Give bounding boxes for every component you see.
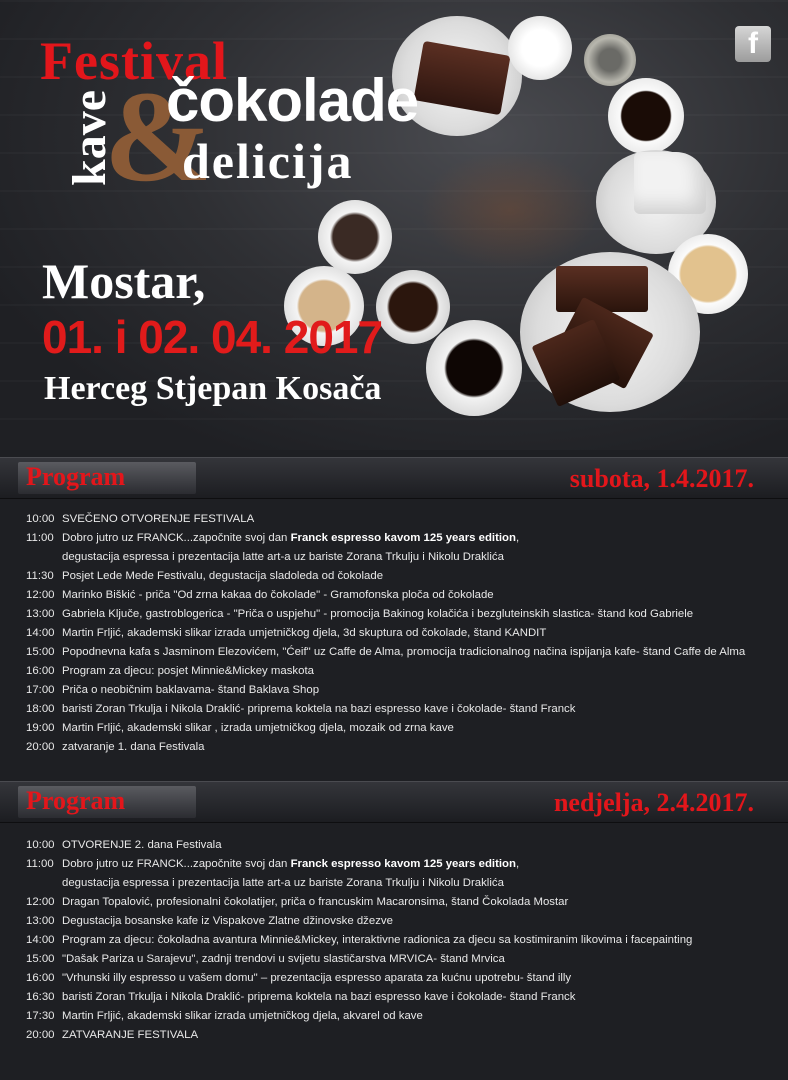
schedule-row: [0, 700, 788, 719]
day2-header: [0, 781, 788, 823]
schedule-text-main: Dobro jutro uz FRANCK...započnite svoj dan: [62, 532, 291, 544]
schedule-text-main: Marinko Biškić - priča "Od zrna kakaa do čokolade" - Gramofonska ploča od čokolade: [62, 589, 494, 601]
schedule-text: [62, 855, 519, 874]
espresso-cup-center: [426, 320, 522, 416]
schedule-text: [62, 988, 575, 1007]
schedule-text: [62, 662, 314, 681]
day1-header: [0, 457, 788, 499]
schedule-text-main: baristi Zoran Trkulja i Nikola Draklić- priprema koktela na bazi espresso kave i čokolade- štand Franck: [62, 991, 576, 1003]
cocoa-dust: [420, 150, 600, 270]
metal-cup: [584, 34, 636, 86]
logo-ampersand: &: [104, 65, 213, 209]
schedule-time: 19:00: [26, 722, 55, 734]
schedule-text: [62, 700, 575, 719]
schedule-row: [0, 912, 788, 931]
schedule-text: [62, 643, 745, 662]
schedule-text-main: Dragan Topalović, profesionalni čokolatijer, priča o francuskim Macaronsima, štand Čokolada Mostar: [62, 896, 569, 908]
schedule-text: [62, 874, 504, 893]
schedule-row: [0, 738, 788, 757]
schedule-text-suffix: ,: [515, 858, 520, 870]
schedule-row: [0, 605, 788, 624]
schedule-text-main: SVEČENO OTVORENJE FESTIVALA: [62, 513, 255, 525]
schedule-text: [62, 586, 494, 605]
day1-label: Program: [26, 462, 126, 491]
day2-schedule: [0, 836, 788, 1045]
logo-kave: kave: [63, 90, 116, 186]
schedule-time: 18:00: [26, 703, 55, 715]
event-dates: 01. i 02. 04. 2017: [42, 311, 383, 363]
schedule-text-main: ZATVARANJE FESTIVALA: [62, 1029, 199, 1041]
schedule-time: 11:30: [26, 570, 54, 582]
schedule-time: 14:00: [26, 627, 55, 639]
schedule-text-main: Priča o neobičnim baklavama- štand Baklava Shop: [62, 684, 320, 696]
espresso-cup-right: [608, 78, 684, 154]
schedule-time: 17:30: [26, 1010, 55, 1022]
schedule-time: 20:00: [26, 1029, 55, 1041]
schedule-time: 16:30: [26, 991, 55, 1003]
schedule-text-main: OTVORENJE 2. dana Festivala: [62, 839, 222, 851]
schedule-row: [0, 855, 788, 874]
cocoa-cup: [318, 200, 392, 274]
schedule-row: [0, 950, 788, 969]
schedule-row: [0, 893, 788, 912]
white-cup: [508, 16, 572, 80]
schedule-row: [0, 874, 788, 893]
schedule-text: [62, 950, 505, 969]
schedule-text: [62, 836, 222, 855]
schedule-text-main: "Dašak Pariza u Sarajevu", zadnji trendovi u svijetu slastičarstva MRVICA- štand Mrvica: [62, 953, 505, 965]
schedule-text: [62, 969, 571, 988]
schedule-text-bold: Franck espresso kavom 125 years edition: [290, 532, 516, 544]
schedule-row: [0, 1026, 788, 1045]
schedule-text-main: Program za djecu: posjet Minnie&Mickey maskota: [62, 665, 314, 677]
schedule-row: [0, 529, 788, 548]
schedule-row: [0, 988, 788, 1007]
schedule-time: 13:00: [26, 608, 55, 620]
schedule-row: [0, 931, 788, 950]
schedule-row: [0, 1007, 788, 1026]
schedule-text-main: Dobro jutro uz FRANCK...započnite svoj dan: [62, 858, 291, 870]
schedule-text-main: Gabriela Ključe, gastroblogerica - "Priča o uspjehu" - promocija Bakinog kolačića i bezgluteinskih slastica- štand kod Gabriele: [62, 608, 694, 620]
schedule-row: [0, 969, 788, 988]
schedule-text: [62, 681, 319, 700]
schedule-text-main: zatvaranje 1. dana Festivala: [62, 741, 205, 753]
schedule-time: 13:00: [26, 915, 55, 927]
schedule-time: 15:00: [26, 953, 55, 965]
logo-cokolade: čokolade: [166, 67, 419, 134]
schedule-text-main: Degustacija bosanske kafe iz Vispakove Zlatne džinovske džezve: [62, 915, 393, 927]
schedule-time: 20:00: [26, 741, 55, 753]
logo-festival: Festival: [40, 31, 228, 91]
schedule-text-bold: Franck espresso kavom 125 years edition: [290, 858, 516, 870]
schedule-row: [0, 681, 788, 700]
logo-delicija: delicija: [182, 133, 354, 189]
schedule-time: 10:00: [26, 839, 55, 851]
schedule-text: [62, 931, 692, 950]
schedule-time: 14:00: [26, 934, 55, 946]
schedule-text-main: degustacija espressa i prezentacija latte art-a uz bariste Zorana Trkulju i Nikolu Draklića: [62, 551, 504, 563]
day1-schedule: [0, 510, 788, 757]
schedule-text-main: Martin Frljić, akademski slikar , izrada umjetničkog djela, mozaik od zrna kave: [62, 722, 454, 734]
schedule-time: 12:00: [26, 896, 55, 908]
schedule-text-suffix: ,: [515, 532, 520, 544]
schedule-text-main: Popodnevna kafa s Jasminom Elezovićem, "Ćeif" uz Caffe de Alma, promocija tradicionalnog načina ispijanja kafe- štand Caffe de Alma: [62, 646, 746, 658]
schedule-time: 16:00: [26, 972, 55, 984]
cupcake: [634, 152, 706, 214]
schedule-text: [62, 719, 454, 738]
day2-date: nedjelja, 2.4.2017.: [553, 788, 754, 817]
event-city: Mostar,: [42, 253, 206, 309]
schedule-row: [0, 548, 788, 567]
schedule-text-main: "Vrhunski illy espresso u vašem domu" – prezentacija espresso aparata za kućnu upotrebu- štand illy: [62, 972, 572, 984]
schedule-text-main: Martin Frljić, akademski slikar izrada umjetničkog djela, 3d skuptura od čokolade, štand KANDIT: [62, 627, 547, 639]
hero-banner: [0, 0, 788, 450]
schedule-text: [62, 1026, 198, 1045]
schedule-time: 10:00: [26, 513, 55, 525]
cake-slice-1: [556, 266, 648, 312]
schedule-text-main: degustacija espressa i prezentacija latte art-a uz bariste Zorana Trkulju i Nikolu Draklića: [62, 877, 504, 889]
schedule-text: [62, 738, 204, 757]
schedule-row: [0, 510, 788, 529]
schedule-text: [62, 1007, 423, 1026]
schedule-text: [62, 510, 254, 529]
schedule-text: [62, 624, 546, 643]
schedule-time: 16:00: [26, 665, 55, 677]
beans-cup: [376, 270, 450, 344]
schedule-text: [62, 605, 693, 624]
schedule-text: [62, 567, 383, 586]
schedule-time: 11:00: [26, 532, 54, 544]
event-venue: Herceg Stjepan Kosača: [44, 370, 382, 407]
schedule-text: [62, 529, 519, 548]
schedule-text-main: Posjet Lede Mede Festivalu, degustacija sladoleda od čokolade: [62, 570, 384, 582]
schedule-row: [0, 836, 788, 855]
schedule-row: [0, 643, 788, 662]
schedule-time: 11:00: [26, 858, 54, 870]
schedule-text: [62, 912, 393, 931]
schedule-text-main: Martin Frljić, akademski slikar izrada umjetničkog djela, akvarel od kave: [62, 1010, 423, 1022]
schedule-text-main: Program za djecu: čokoladna avantura Minnie&Mickey, interaktivne radionica za djecu sa kostimiranim likovima i facepainting: [62, 934, 693, 946]
schedule-text-main: baristi Zoran Trkulja i Nikola Draklić- priprema koktela na bazi espresso kave i čokolade- štand Franck: [62, 703, 576, 715]
schedule-row: [0, 586, 788, 605]
schedule-row: [0, 567, 788, 586]
schedule-row: [0, 624, 788, 643]
facebook-icon[interactable]: f: [735, 26, 771, 62]
schedule-time: 15:00: [26, 646, 55, 658]
schedule-text: [62, 893, 568, 912]
schedule-row: [0, 662, 788, 681]
day1-date: subota, 1.4.2017.: [569, 464, 754, 493]
day2-label: Program: [26, 786, 126, 815]
schedule-time: 12:00: [26, 589, 55, 601]
schedule-row: [0, 719, 788, 738]
schedule-time: 17:00: [26, 684, 55, 696]
schedule-text: [62, 548, 504, 567]
